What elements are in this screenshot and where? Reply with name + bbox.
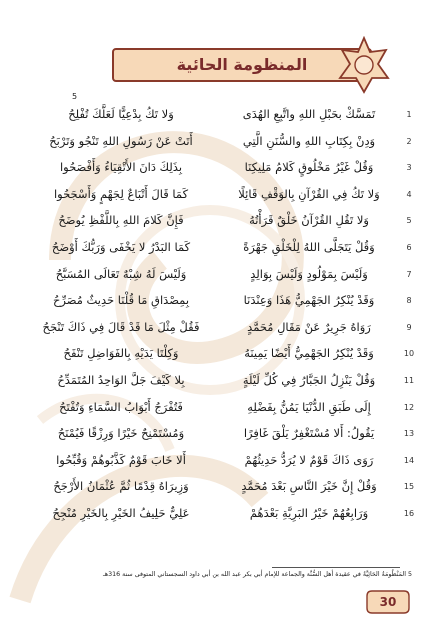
verse-second-hemistich: وَلا تَكُ بِدْعِيًّا لَعَلَّكَ تُفْلِحُ [68,107,174,121]
verse-first-hemistich: وَقَدْ يُنْكِرُ الجَهْمِيُّ أَيْضًا يَمِينَهُ [244,346,374,361]
poem-verses [26,104,416,530]
verse-first-hemistich: وَرَابِعُهُمْ خَيْرُ البَرِيَّةِ بَعْدَهُمْ [249,505,369,520]
verse-number: 6 [406,242,412,252]
verse-number: 5 [406,216,412,226]
verse-row [26,104,416,131]
verse-second-hemistich: وَكِلْتَا يَدَيْهِ بِالفَوَاضِلِ تَنْفَحُ [63,346,179,361]
verse-number: 10 [403,349,415,359]
verse-row [26,210,416,237]
verse-row [26,503,416,530]
verse-second-hemistich: أَلا خَابَ قَوْمٌ كَذَّبُوهُمْ وَقُبِّحُوا [56,452,186,467]
verse-number: 2 [406,136,412,146]
verse-second-hemistich: وَمُسْتَمْنِحٌ خَيْرًا وَرِزْقًا فَيُمْنَحُ [57,426,185,441]
verse-number: 14 [403,455,415,465]
verse-second-hemistich: وَزِيرَاهُ قِدْمًا ثُمَّ عُثْمَانُ الأَرْجَحُ [53,479,189,494]
verse-number: 1 [406,110,412,119]
verse-second-hemistich: فَإِنَّ كَلامَ اللهِ بِاللَّفْظِ يُوضَحُ [58,213,184,228]
rosette-ornament-icon [338,36,390,94]
verse-second-hemistich: كَمَا البَدْرُ لا يَخْفَى وَرَبُّكَ أَوْضَحُ [51,239,191,254]
verse-row [26,450,416,477]
verse-first-hemistich: وَقُلْ يَتَجَلَّى اللهُ لِلْخَلْقِ جَهْرَةً [243,239,375,254]
footnote-divider [272,567,400,568]
verse-second-hemistich: أَتَتْ عَنْ رَسُولِ اللهِ تَنْجُو وَتَرْبَحُ [49,133,193,148]
verse-second-hemistich: بِذَلِكَ دَانَ الأَتْقِيَاءُ وَأَفْصَحُوا [59,160,183,175]
verse-first-hemistich: تَمَسَّكْ بحَبْلِ اللهِ واتَّبِعِ الهُدَى [242,107,376,121]
verse-number: 13 [403,429,415,439]
verse-second-hemistich: بِمِصْدَاقِ مَا قُلْنَا حَدِيثٌ مُصَرِّحُ [52,293,190,308]
verse-first-hemistich: إِلَى طَبَقِ الدُّنْيَا يَمُنُّ بِفَضْلِهِ [247,399,371,414]
verse-second-hemistich: فَقُلْ مِثْلَ مَا قَدْ قَالَ فِي ذَاكَ تَنْجَحُ [42,319,200,334]
verse-row [26,157,416,184]
verse-row [26,397,416,424]
verse-second-hemistich: بِلا كَيْفَ جَلَّ الوَاحِدُ المُتَمَدِّحُ [57,372,185,387]
chapter-header [112,44,390,86]
verse-second-hemistich: عَلِيٌّ حَلِيفُ الخَيْرِ بِالخَيْرِ مُنْجِحُ [52,505,190,520]
verse-first-hemistich: وَلا تَقُلِ القُرْآنُ خَلْقٌ قَرَأْتُهُ [249,213,369,228]
verse-row [26,370,416,397]
verse-number: 7 [406,269,412,279]
verse-first-hemistich: وَقُلْ يَنْزِلُ الجَبَّارُ فِي كُلِّ لَيْلَةٍ [242,372,376,387]
verse-number: 4 [406,189,412,199]
verse-number: 3 [406,163,412,173]
chapter-title: المنظومة الحائية [176,55,308,74]
verse-number: 16 [403,508,415,518]
footnote-text: 5 المَنْظُومَةُ الحَائِيَّةُ في عقيدة أهل السُّنَّة والجماعة للإمام أبي بكر عبد الله بن أبي داود السجستاني المتوفى سنة 316هـ [102,571,412,578]
verse-row [26,237,416,264]
verse-number: 12 [403,402,415,412]
verse-first-hemistich: رَوَاهُ جَرِيرٌ عَنْ مَقَالِ مُحَمَّدٍ [247,319,371,334]
footnote-marker: 5 [72,92,78,101]
verse-first-hemistich: وَقُلْ إِنَّ خَيْرَ النَّاسِ بَعْدَ مُحَمَّدٍ [241,479,377,494]
verse-row [26,131,416,158]
verse-second-hemistich: وَلَيْسَ لَهُ شِبْهٌ تَعَالَى المُسَبَّحُ [55,266,187,281]
verse-first-hemistich: وَقُلْ غَيْرُ مَخْلُوقٍ كَلامُ مَلِيكِنَا [244,160,374,175]
verse-row [26,423,416,450]
verse-second-hemistich: كَمَا قَالَ أَتْبَاعٌ لِجَهْمٍ وَأَسْجَحُوا [53,186,189,201]
verse-first-hemistich: وَدِنْ بِكِتَابِ اللهِ والسُّنَنِ الَّتِي [242,133,376,148]
verse-second-hemistich: فَتُفْرَجُ أَبْوَابُ السَّمَاءِ وَتُفْتَحُ [59,399,183,414]
verse-row [26,343,416,370]
verse-first-hemistich: وَلا تَكُ فِي القُرْآنِ بِالوَقْفِ قَائِلًا [238,186,380,201]
verse-row [26,317,416,344]
verse-first-hemistich: وَلَيْسَ بِمَوْلُودٍ وَلَيْسَ بِوَالِدٍ [250,266,368,281]
verse-first-hemistich: رَوَى ذَاكَ قَوْمٌ لا يُرَدُّ حَدِيثُهُمْ [244,452,374,467]
verse-first-hemistich: يَقُولُ: أَلا مُسْتَغْفِرٌ يَلْقَ غَافِرًا [243,426,375,441]
verse-row [26,290,416,317]
verse-number: 8 [406,296,412,306]
verse-number: 11 [403,375,415,385]
verse-number: 9 [406,322,412,332]
verse-number: 15 [403,482,415,492]
verse-row [26,184,416,211]
verse-first-hemistich: وَقَدْ يُنْكِرُ الجَهْمِيُّ هَذَا وَعِنْدَنَا [243,293,375,308]
page-number: 30 [379,595,397,609]
verse-row [26,476,416,503]
verse-row [26,264,416,291]
